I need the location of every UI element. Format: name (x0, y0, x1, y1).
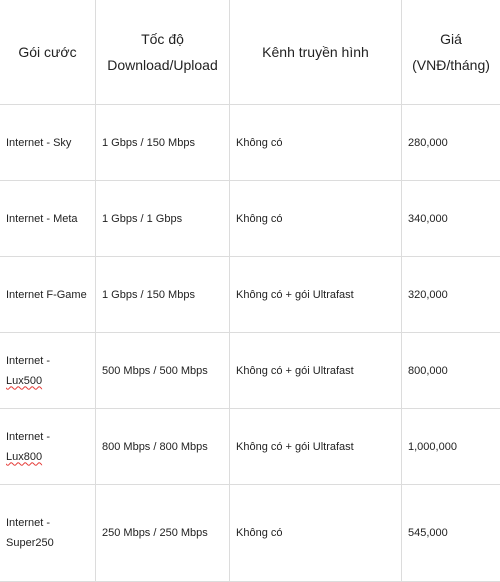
cell-speed: 500 Mbps / 500 Mbps (96, 333, 230, 409)
table-row (0, 181, 500, 257)
plan-name: Internet F-Game (6, 289, 87, 301)
cell-price: 1,000,000 (402, 409, 500, 485)
header-tv-label: Kênh truyền hình (262, 44, 369, 60)
cell-speed: 800 Mbps / 800 Mbps (96, 409, 230, 485)
cell-plan (0, 105, 96, 181)
table-row (0, 409, 500, 485)
cell-price: 800,000 (402, 333, 500, 409)
header-price-line1: Giá (406, 26, 496, 52)
cell-plan (0, 333, 96, 409)
plan-name-suffix: Lux500 (6, 375, 42, 387)
header-price-line2: (VNĐ/tháng) (406, 52, 496, 78)
table-row (0, 333, 500, 409)
plan-name: Internet - Super250 (6, 517, 54, 549)
plan-name: Internet - (6, 431, 50, 443)
cell-tv: Không có + gói Ultrafast (230, 333, 402, 409)
plan-name: Internet - Meta (6, 213, 78, 225)
table-row (0, 485, 500, 582)
cell-tv: Không có + gói Ultrafast (230, 409, 402, 485)
cell-price: 545,000 (402, 485, 500, 582)
header-tv (230, 0, 402, 105)
cell-speed: 1 Gbps / 150 Mbps (96, 257, 230, 333)
cell-tv: Không có (230, 485, 402, 582)
cell-price: 340,000 (402, 181, 500, 257)
cell-tv: Không có (230, 181, 402, 257)
cell-price: 280,000 (402, 105, 500, 181)
plan-name-suffix: Lux800 (6, 451, 42, 463)
header-plan (0, 0, 96, 105)
cell-plan (0, 257, 96, 333)
plan-name: Internet - Sky (6, 137, 71, 149)
cell-speed: 250 Mbps / 250 Mbps (96, 485, 230, 582)
cell-tv: Không có + gói Ultrafast (230, 257, 402, 333)
table-header-row (0, 0, 500, 105)
header-speed-line1: Tốc độ (100, 26, 225, 52)
cell-speed: 1 Gbps / 150 Mbps (96, 105, 230, 181)
header-plan-label: Gói cước (18, 44, 76, 60)
plan-name: Internet - (6, 355, 50, 367)
header-price (402, 0, 500, 105)
table-row (0, 257, 500, 333)
cell-plan (0, 181, 96, 257)
header-speed (96, 0, 230, 105)
cell-price: 320,000 (402, 257, 500, 333)
table-row (0, 105, 500, 181)
cell-plan (0, 409, 96, 485)
cell-speed: 1 Gbps / 1 Gbps (96, 181, 230, 257)
cell-plan (0, 485, 96, 582)
header-speed-line2: Download/Upload (100, 52, 225, 78)
cell-tv: Không có (230, 105, 402, 181)
